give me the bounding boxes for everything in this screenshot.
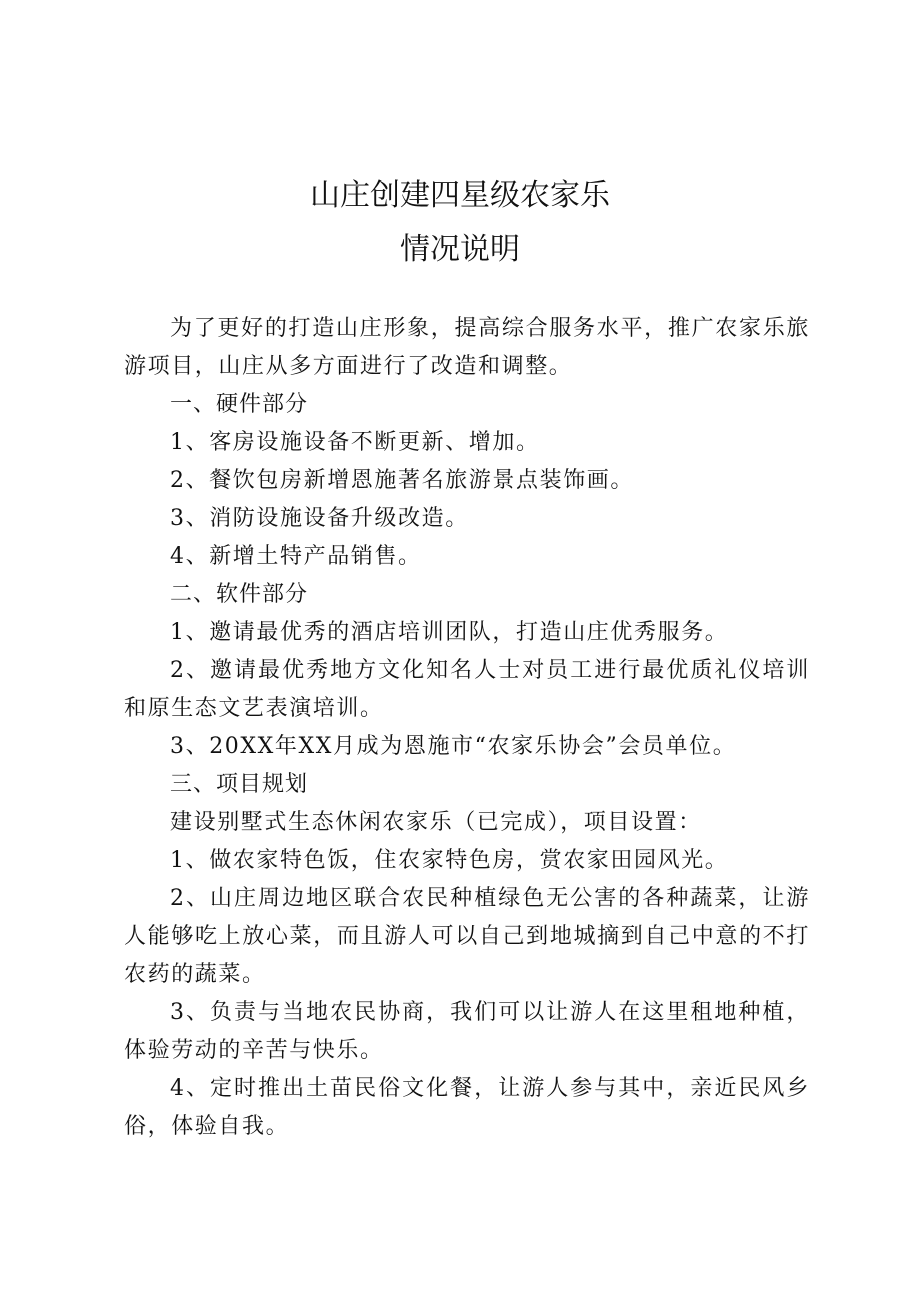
- list-item: 1、客房设施设备不断更新、增加。: [170, 430, 540, 455]
- list-item: 1、做农家特色饭，住农家特色房，赏农家田园风光。: [170, 848, 729, 873]
- list-item: 3、20XX年XX月成为恩施市“农家乐协会”会员单位。: [170, 734, 737, 759]
- section-heading-software: 二、软件部分: [170, 582, 309, 607]
- document-title: 山庄创建四星级农家乐: [310, 178, 610, 213]
- intro-paragraph: 为了更好的打造山庄形象，提高综合服务水平，推广农家乐旅游项目，山庄从多方面进行了改造和调整。: [124, 316, 810, 379]
- document-subtitle: 情况说明: [400, 232, 520, 267]
- document-body: [124, 310, 810, 1146]
- list-item: 3、负责与当地农民协商，我们可以让游人在这里租地种植，体验劳动的辛苦与快乐。: [124, 1000, 810, 1063]
- list-item: 1、邀请最优秀的酒店培训团队，打造山庄优秀服务。: [170, 620, 729, 645]
- list-item: 4、定时推出土苗民俗文化餐，让游人参与其中，亲近民风乡俗，体验自我。: [124, 1076, 810, 1139]
- section-heading-planning: 三、项目规划: [170, 772, 309, 797]
- list-item: 2、山庄周边地区联合农民种植绿色无公害的各种蔬菜，让游人能够吃上放心菜，而且游人可以自己到地城摘到自己中意的不打农药的蔬菜。: [124, 886, 810, 987]
- list-item: 3、消防设施设备升级改造。: [170, 506, 469, 531]
- section-heading-hardware: 一、硬件部分: [170, 392, 309, 417]
- list-item: 4、新增土特产品销售。: [170, 544, 422, 569]
- list-item: 2、邀请最优秀地方文化知名人士对员工进行最优质礼仪培训和原生态文艺表演培训。: [124, 658, 810, 721]
- list-item: 建设别墅式生态休闲农家乐（已完成），项目设置：: [170, 810, 702, 835]
- list-item: 2、餐饮包房新增恩施著名旅游景点装饰画。: [170, 468, 634, 493]
